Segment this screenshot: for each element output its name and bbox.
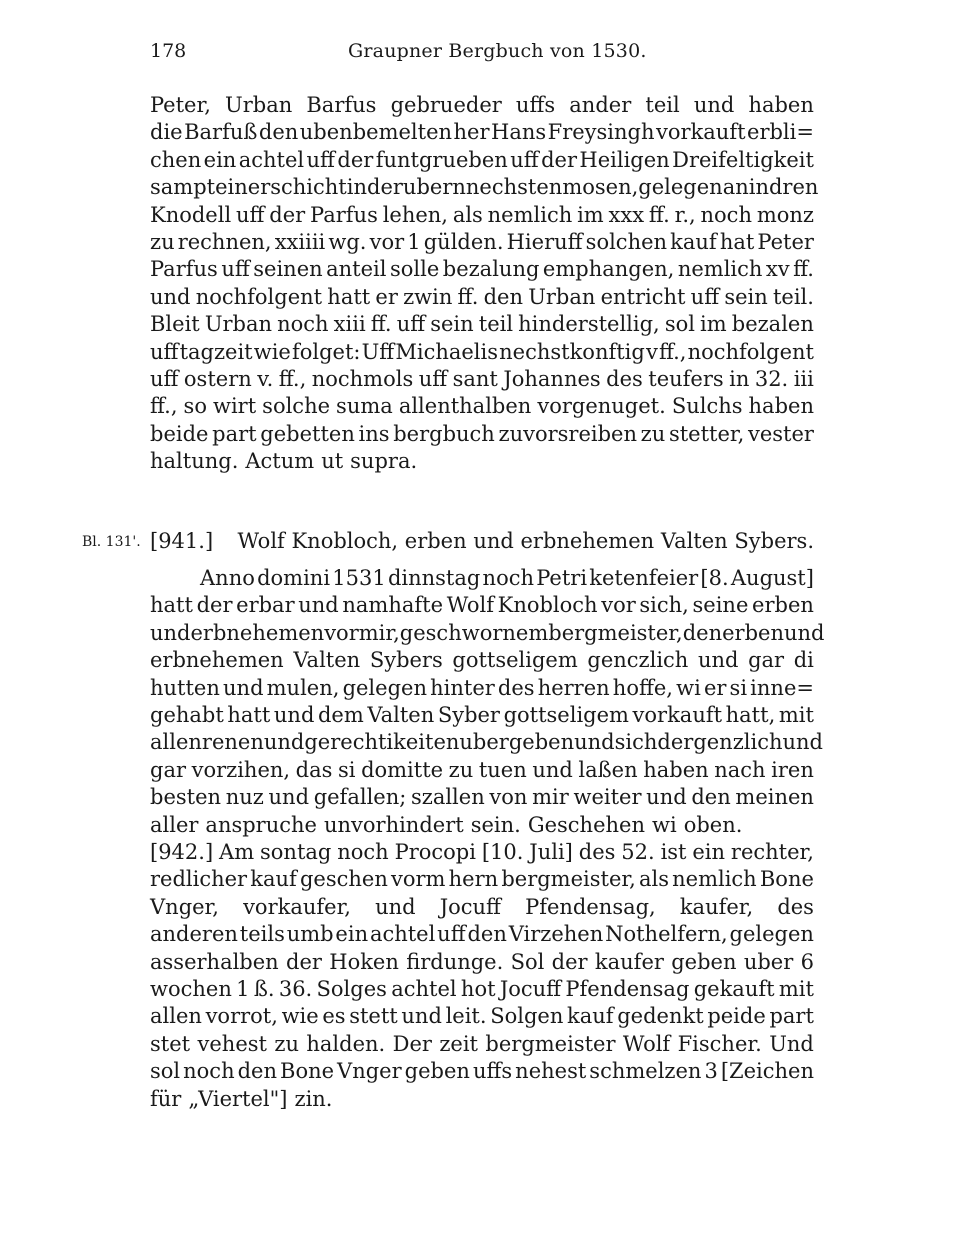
text-line: uff tagzeit wie folget: Uff Michaelis nechstkonftig v ff., nochfolgent bbox=[150, 339, 814, 364]
text-line: und erbnehemen vor mir, geschwornem bergmeister, den erben und bbox=[150, 620, 825, 645]
text-line: Vnger, vorkaufer, und Jocuff Pfendensag, kaufer, des bbox=[150, 894, 814, 919]
text-line: aller anspruche unvorhindert sein. Geschehen wi oben. bbox=[150, 812, 743, 837]
entry-942-text bbox=[150, 839, 814, 1113]
text-line: sampt einer schicht in der ubern nechsten mosen, gelegen an indren bbox=[150, 175, 819, 200]
running-title: Graupner Bergbuch von 1530. bbox=[348, 40, 647, 62]
page-number: 178 bbox=[150, 40, 187, 62]
text-line: stet vehest zu halden. Der zeit bergmeister Wolf Fischer. Und bbox=[150, 1031, 814, 1056]
text-line: besten nuz und gefallen; szallen von mir weiter und den meinen bbox=[150, 785, 814, 810]
text-line: und nochfolgent hatt er zwin ff. den Urban entricht uff sein teil. bbox=[150, 284, 814, 309]
text-line: asserhalben der Hoken firdunge. Sol der kaufer geben uber 6 bbox=[150, 949, 814, 974]
text-line: Peter, Urban Barfus gebrueder uffs ander teil und haben bbox=[150, 93, 814, 117]
text-line: anderen teils umb ein achtel uff den Virzehen Nothelfern, gelegen bbox=[150, 922, 814, 947]
text-line: allen renen und gerechtikeiten ubergeben und sich der genzlich und bbox=[150, 730, 823, 755]
text-line: wochen 1 ß. 36. Solges achtel hot Jocuff Pfendensag gekauft mit bbox=[150, 976, 814, 1001]
entry-941-heading: Wolf Knobloch, erben und erbnehemen Valten Sybers. bbox=[237, 529, 814, 553]
text-line: Parfus uff seinen anteil solle bezalung emphangen, nemlich xv ff. bbox=[150, 257, 814, 282]
text-line: haltung. Actum ut supra. bbox=[150, 449, 418, 474]
text-line: allen vorrot, wie es stett und leit. Solgen kauf gedenkt peide part bbox=[150, 1004, 814, 1029]
text-line: gar vorzihen, das si domitte zu tuen und laßen haben nach iren bbox=[150, 757, 814, 782]
text-line: beide part gebetten ins bergbuch zuvorsreiben zu stetter, vester bbox=[150, 421, 814, 446]
text-line: gehabt hatt und dem Valten Syber gottseligem vorkauft hatt, mit bbox=[150, 702, 814, 727]
entry-941-number: [941.] bbox=[150, 529, 214, 553]
entry-941-heading-line bbox=[150, 527, 814, 555]
margin-folio-note: Bl. 131'. bbox=[82, 534, 141, 550]
text-line: Knodell uff der Parfus lehen, als nemlich im xxx ff. r., noch monz bbox=[150, 202, 814, 227]
text-line: zu rechnen, xxiiii wg. vor 1 gülden. Hieruff solchen kauf hat Peter bbox=[150, 229, 814, 254]
text-line: chen ein achtel uff der funtgrueben uff der Heiligen Dreifeltigkeit bbox=[150, 147, 814, 172]
entry-941-text bbox=[150, 565, 825, 839]
text-line: erbnehemen Valten Sybers gottseligem genczlich und gar di bbox=[150, 648, 814, 673]
text-line: hutten und mulen, gelegen hinter des herren hoffe, wi er si inne= bbox=[150, 675, 814, 700]
text-line: hatt der erbar und namhafte Wolf Knobloch vor sich, seine erben bbox=[150, 593, 814, 618]
text-line: sol noch den Bone Vnger geben uffs nehest schmelzen 3 [Zeichen bbox=[150, 1059, 814, 1084]
entry-940-text bbox=[150, 92, 819, 475]
text-line: uff ostern v. ff., nochmols uff sant Johannes des teufers in 32. iii bbox=[150, 366, 814, 391]
text-line: Bleit Urban noch xiii ff. uff sein teil hinderstellig, sol im bezalen bbox=[150, 312, 814, 337]
text-line: redlicher kauf geschen vorm hern bergmeister, als nemlich Bone bbox=[150, 867, 814, 892]
text-line: für „Viertel"] zin. bbox=[150, 1086, 333, 1111]
text-line: [942.] Am sontag noch Procopi [10. Juli] des 52. ist ein rechter, bbox=[150, 840, 814, 864]
text-line: die Barfuß den ubenbemelten her Hans Freysingh vorkauft erbli= bbox=[150, 120, 814, 145]
page-header bbox=[0, 40, 960, 70]
text-line: ff., so wirt solche suma allenthalben vorgenuget. Sulchs haben bbox=[150, 394, 814, 419]
text-line: Anno domini 1531 dinnstag noch Petri ketenfeier [8. August] bbox=[200, 566, 814, 590]
